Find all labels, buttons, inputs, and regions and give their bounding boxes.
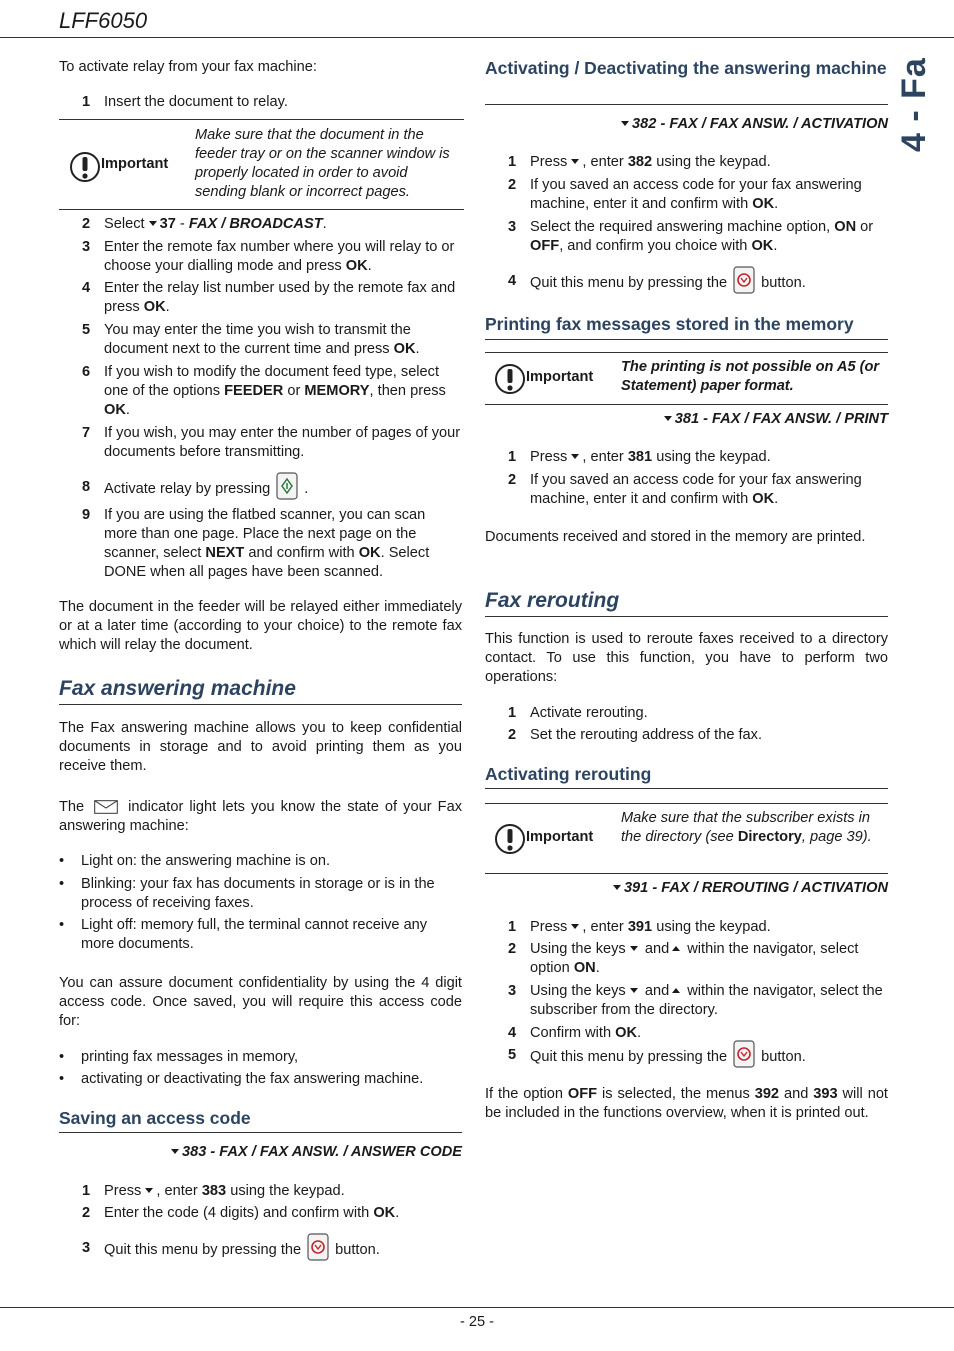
menu-code: 393 xyxy=(813,1086,838,1102)
heading-rule xyxy=(59,704,462,705)
bullet-text: printing fax messages in memory, xyxy=(81,1049,299,1065)
text-part: , page 39). xyxy=(801,829,872,845)
menu-path-text: 383 - FAX / FAX ANSW. / ANSWER CODE xyxy=(181,1144,462,1160)
step-text-part: If you saved an access code for your fax answering machine, enter it and confirm with xyxy=(530,177,862,212)
step-number: 7 xyxy=(82,425,91,441)
step-text-part: using the keypad. xyxy=(226,1183,345,1199)
menu-code: 381 xyxy=(627,449,653,465)
step-text-part: within the navigator, select option xyxy=(530,941,859,976)
down-arrow-icon xyxy=(571,454,579,459)
step-text-part: Enter the relay list number used by the remote fax and press xyxy=(104,280,456,315)
reroute-operation-1 xyxy=(485,704,888,723)
step-text xyxy=(104,238,462,276)
relay-step-5 xyxy=(59,321,462,359)
step-text-part: If you are using the flatbed scanner, you can scan more than one page. Place the next page on the scanner, select xyxy=(104,507,426,561)
menu-code: 391 xyxy=(627,919,653,935)
step-text-part: . xyxy=(322,216,327,232)
step-text-part: Quit this menu by pressing the xyxy=(530,274,728,291)
important-label: Important xyxy=(526,829,594,845)
step-text-part: and xyxy=(644,983,670,999)
step-text-part: . xyxy=(415,341,420,357)
step-text-part: . Select DONE when all pages have been scanned. xyxy=(104,545,430,580)
key-label: OK xyxy=(752,491,775,507)
bullet-item xyxy=(59,852,462,871)
up-arrow-icon xyxy=(672,946,680,951)
chapter-side-tab xyxy=(896,58,946,158)
step-number: 2 xyxy=(508,941,517,957)
heading-rule xyxy=(485,788,888,789)
text-part: will not be included in the functions overview, when it is printed out. xyxy=(485,1086,888,1121)
rerouting-step-5 xyxy=(485,1046,888,1068)
step-text-part: , enter xyxy=(156,1183,202,1199)
step-text-part: . xyxy=(125,402,130,418)
key-label: OK xyxy=(393,341,416,357)
relay-step-6 xyxy=(59,363,462,420)
step-text: If you wish, you may enter the number of pages of your documents before transmitting. xyxy=(104,425,461,460)
step-text xyxy=(530,982,888,1020)
menu-path-383 xyxy=(59,1143,462,1162)
save-step-3 xyxy=(59,1239,462,1261)
key-label: OK xyxy=(104,402,126,418)
bullet-text: Light on: the answering machine is on. xyxy=(81,853,331,869)
section-heading-activating-rerouting: Activating rerouting xyxy=(485,764,652,784)
section-heading-printing-fax-messages: Printing fax messages stored in the memory xyxy=(485,314,854,334)
key-label: OK xyxy=(345,258,368,274)
step-text-part: Select xyxy=(104,216,149,232)
step-text-part: . xyxy=(395,1205,400,1221)
step-text-part: . xyxy=(774,491,779,507)
key-label: OK xyxy=(615,1025,638,1041)
heading-rule xyxy=(485,616,888,617)
step-number: 2 xyxy=(82,1205,91,1221)
step-text-part: . xyxy=(774,196,779,212)
step-text-part: Quit this menu by pressing the xyxy=(530,1048,728,1065)
bullet-dot: • xyxy=(59,917,65,933)
option-label: MEMORY xyxy=(304,383,370,399)
cross-reference: Directory xyxy=(737,829,802,845)
important-box-top-rule xyxy=(485,803,888,804)
step-number: 3 xyxy=(82,239,91,255)
important-box-top-rule xyxy=(59,119,464,120)
start-button-icon xyxy=(276,472,298,500)
down-arrow-icon xyxy=(630,988,638,993)
step-text xyxy=(530,1024,888,1043)
step-text-part: Using the keys xyxy=(530,983,626,999)
stop-button-icon xyxy=(307,1233,329,1261)
step-number: 4 xyxy=(508,273,517,289)
bullet-item xyxy=(59,1070,462,1089)
bullet-text: Blinking: your fax has documents in storage or is in the process of receiving faxes. xyxy=(81,876,435,911)
step-number: 5 xyxy=(508,1047,517,1063)
relay-step-8 xyxy=(59,478,462,500)
step-text xyxy=(104,321,462,359)
step-text-part: , enter xyxy=(582,449,628,465)
step-text xyxy=(104,279,462,317)
important-note-text: The printing is not possible on A5 (or Statement) paper format. xyxy=(621,359,880,394)
rerouting-step-3 xyxy=(485,982,888,1020)
step-text-part: and xyxy=(644,941,670,957)
warning-icon xyxy=(494,363,526,395)
step-number: 1 xyxy=(508,705,517,721)
down-arrow-icon xyxy=(664,416,672,421)
step-text-part: Confirm with xyxy=(530,1025,616,1041)
step-text-part: Activate relay by pressing xyxy=(104,480,271,497)
step-text-part: . xyxy=(595,960,600,976)
step-text: Activate rerouting. xyxy=(530,705,648,721)
section-heading-activating-answering-machine: Activating / Deactivating the answering machine xyxy=(485,58,887,78)
heading-rule xyxy=(485,339,888,340)
step-text xyxy=(104,215,462,234)
step-text-part: and confirm with xyxy=(244,545,359,561)
bullet-item xyxy=(59,875,462,913)
bullet-text: activating or deactivating the fax answering machine. xyxy=(81,1071,424,1087)
rerouting-step-2 xyxy=(485,940,888,978)
step-number: 1 xyxy=(508,449,517,465)
step-text-part: using the keypad. xyxy=(652,154,771,170)
document-model-title: LFF6050 xyxy=(59,8,148,33)
bullet-item xyxy=(59,1048,462,1067)
menu-path-text: 391 - FAX / REROUTING / ACTIVATION xyxy=(623,880,888,896)
menu-path-text: 381 - FAX / FAX ANSW. / PRINT xyxy=(674,411,888,427)
step-text-part: button. xyxy=(761,274,806,291)
step-text-part: Press xyxy=(104,1183,142,1199)
bullet-item xyxy=(59,916,462,954)
relay-step-4 xyxy=(59,279,462,317)
warning-icon xyxy=(69,151,101,183)
option-label: OFF xyxy=(530,238,560,254)
menu-code: 392 xyxy=(754,1086,780,1102)
step-number: 8 xyxy=(82,479,91,495)
step-text-part: Enter the remote fax number where you will relay to or choose your dialling mode and press xyxy=(104,239,455,274)
step-text xyxy=(104,1239,462,1261)
step-text xyxy=(104,363,462,420)
relay-step-2 xyxy=(59,215,462,234)
key-label: OK xyxy=(373,1205,396,1221)
step-number: 2 xyxy=(508,727,517,743)
bullet-dot: • xyxy=(59,1049,65,1065)
step-text-part: Press xyxy=(530,919,568,935)
step-number: 2 xyxy=(508,472,517,488)
reroute-intro: This function is used to reroute faxes received to a directory contact. To use this function, you have to perform two operations: xyxy=(485,631,888,685)
step-number: 4 xyxy=(82,280,91,296)
relay-intro: To activate relay from your fax machine: xyxy=(59,59,317,75)
menu-code: 37 xyxy=(159,216,176,232)
step-text xyxy=(104,506,462,582)
step-text xyxy=(104,1204,462,1223)
step-number: 3 xyxy=(508,983,517,999)
important-box-bottom-rule xyxy=(59,209,464,210)
down-arrow-icon xyxy=(149,221,157,226)
step-number: 6 xyxy=(82,364,91,380)
text-part: and xyxy=(779,1086,814,1102)
option-label: FEEDER xyxy=(224,383,284,399)
key-label: OK xyxy=(143,299,166,315)
down-arrow-icon xyxy=(571,924,579,929)
option-label: ON xyxy=(834,219,857,235)
step-text-part: Using the keys xyxy=(530,941,626,957)
step-number: 5 xyxy=(82,322,91,338)
text-part: If the option xyxy=(485,1086,568,1102)
heading-rule xyxy=(59,1132,462,1133)
step-number: 3 xyxy=(508,219,517,235)
menu-code: 382 xyxy=(627,154,653,170)
act-step-2 xyxy=(485,176,888,214)
bullet-text: Light off: memory full, the terminal cannot receive any more documents. xyxy=(81,917,428,952)
header-rule xyxy=(0,37,954,38)
important-box-top-rule xyxy=(485,352,888,353)
step-text xyxy=(530,1046,888,1068)
reroute-operation-2 xyxy=(485,726,888,745)
rerouting-outro xyxy=(485,1085,888,1123)
stop-button-icon xyxy=(733,266,755,294)
warning-icon xyxy=(494,823,526,855)
step-text-part: , enter xyxy=(582,919,628,935)
section-heading-fax-answering-machine: Fax answering machine xyxy=(59,677,296,700)
act-step-1 xyxy=(485,153,888,172)
down-arrow-icon xyxy=(621,121,629,126)
menu-path: FAX / BROADCAST xyxy=(188,216,323,232)
step-number: 2 xyxy=(82,216,91,232)
down-arrow-icon xyxy=(630,946,638,951)
step-text-part: using the keypad. xyxy=(652,449,771,465)
important-box-bottom-rule xyxy=(485,873,888,874)
relay-step-9 xyxy=(59,506,462,582)
step-number: 4 xyxy=(508,1025,517,1041)
key-label: OK xyxy=(751,238,774,254)
save-step-2 xyxy=(59,1204,462,1223)
down-arrow-icon xyxy=(613,885,621,890)
up-arrow-icon xyxy=(672,988,680,993)
step-text-part: . xyxy=(773,238,778,254)
menu-path-text: 382 - FAX / FAX ANSW. / ACTIVATION xyxy=(632,116,888,132)
step-text-part: Quit this menu by pressing the xyxy=(104,1241,302,1258)
step-text-part: , enter xyxy=(582,154,628,170)
step-text xyxy=(530,448,888,467)
step-number: 1 xyxy=(82,94,91,110)
key-label: OK xyxy=(358,545,381,561)
print-outro: Documents received and stored in the memory are printed. xyxy=(485,529,866,545)
envelope-icon xyxy=(94,800,118,814)
act-step-3 xyxy=(485,218,888,256)
important-note-text: Make sure that the document in the feeder tray or on the scanner window is properly located in order to avoid sending blank or incorrect pages. xyxy=(195,127,450,200)
down-arrow-icon xyxy=(145,1188,153,1193)
step-text xyxy=(530,272,888,294)
save-step-1 xyxy=(59,1182,462,1201)
down-arrow-icon xyxy=(571,159,579,164)
key-label: OK xyxy=(752,196,775,212)
relay-step-3 xyxy=(59,238,462,276)
step-text-part: using the keypad. xyxy=(652,919,771,935)
bullet-dot: • xyxy=(59,1071,65,1087)
page-number: - 25 - xyxy=(459,1314,495,1330)
bullet-dot: • xyxy=(59,853,65,869)
step-text-part: . xyxy=(165,299,170,315)
step-text-part: If you saved an access code for your fax answering machine, enter it and confirm with xyxy=(530,472,862,507)
act-step-4 xyxy=(485,272,888,294)
step-text-part: - xyxy=(175,216,189,232)
important-label: Important xyxy=(101,156,169,172)
step-text-part: , then press xyxy=(369,383,446,399)
step-number: 9 xyxy=(82,507,91,523)
important-box-bottom-rule xyxy=(485,404,888,405)
heading-rule xyxy=(485,104,888,105)
step-text-part: button. xyxy=(335,1241,380,1258)
step-text: Set the rerouting address of the fax. xyxy=(530,727,763,743)
step-text-part: Enter the code (4 digits) and confirm with xyxy=(104,1205,374,1221)
bullet-dot: • xyxy=(59,876,65,892)
step-text-part: If you wish to modify the document feed type, select one of the options xyxy=(104,364,440,399)
step-text xyxy=(104,478,462,500)
relay-step-1 xyxy=(59,93,462,112)
step-text-part: button. xyxy=(761,1048,806,1065)
step-number: 1 xyxy=(508,919,517,935)
section-heading-fax-rerouting: Fax rerouting xyxy=(485,589,620,612)
step-text-part: or xyxy=(283,383,305,399)
step-text-part: . xyxy=(367,258,372,274)
important-label: Important xyxy=(526,369,594,385)
step-text xyxy=(530,918,888,937)
step-text xyxy=(530,471,888,509)
step-text-part: . xyxy=(304,480,309,497)
step-text-part: You may enter the time you wish to transmit the document next to the current time and press xyxy=(104,322,411,357)
step-text xyxy=(104,1182,462,1201)
rerouting-step-1 xyxy=(485,918,888,937)
print-step-2 xyxy=(485,471,888,509)
step-number: 1 xyxy=(508,154,517,170)
text-part: The xyxy=(59,799,85,815)
down-arrow-icon xyxy=(171,1149,179,1154)
step-text xyxy=(530,218,888,256)
text-part: Make sure that the subscriber exists in the directory (see xyxy=(621,810,871,845)
section-heading-saving-access-code: Saving an access code xyxy=(59,1108,251,1128)
rerouting-step-4 xyxy=(485,1024,888,1043)
step-text-part: , and confirm you choice with xyxy=(559,238,752,254)
menu-path-382 xyxy=(485,115,888,134)
step-number: 3 xyxy=(82,1240,91,1256)
step-number: 2 xyxy=(508,177,517,193)
step-text xyxy=(530,153,888,172)
fam-indicator-text xyxy=(59,798,462,836)
option-label: ON xyxy=(573,960,596,976)
fam-intro: The Fax answering machine allows you to keep confidential documents in storage and to avoid printing them as you receive them. xyxy=(59,720,462,774)
step-text-part: Select the required answering machine option, xyxy=(530,219,835,235)
menu-path-391 xyxy=(485,879,888,898)
step-text: Insert the document to relay. xyxy=(104,94,288,110)
menu-path-381 xyxy=(485,410,888,429)
stop-button-icon xyxy=(733,1040,755,1068)
step-text-part: Press xyxy=(530,449,568,465)
step-text-part: . xyxy=(637,1025,642,1041)
step-text xyxy=(530,940,888,978)
step-number: 1 xyxy=(82,1183,91,1199)
fam-access-text: You can assure document confidentiality by using the 4 digit access code. Once saved, you will require this access code for: xyxy=(59,975,462,1029)
step-text-part: or xyxy=(856,219,874,235)
step-text xyxy=(530,176,888,214)
step-text-part: within the navigator, select the subscriber from the directory. xyxy=(530,983,883,1018)
text-part: is selected, the menus xyxy=(597,1086,755,1102)
important-note-text xyxy=(621,809,883,847)
option-label: NEXT xyxy=(205,545,245,561)
print-step-1 xyxy=(485,448,888,467)
menu-code: 383 xyxy=(201,1183,227,1199)
relay-outro: The document in the feeder will be relayed either immediately or at a later time (according to your choice) to the remote fax which will relay the document. xyxy=(59,599,462,653)
chapter-tab-label: 4 - Fax xyxy=(896,58,933,152)
text-part: indicator light lets you know the state of your Fax answering machine: xyxy=(59,799,462,834)
footer-rule xyxy=(0,1307,954,1308)
relay-step-7 xyxy=(59,424,462,462)
option-label: OFF xyxy=(567,1086,598,1102)
step-text-part: Press xyxy=(530,154,568,170)
